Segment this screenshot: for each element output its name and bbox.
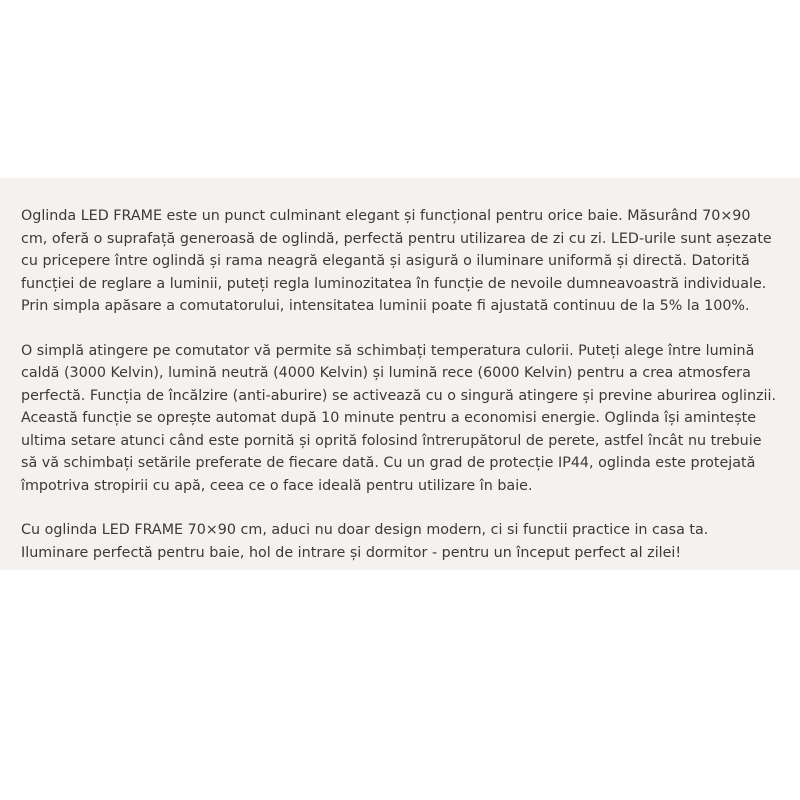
description-paragraph-1: Oglinda LED FRAME este un punct culminant elegant și funcțional pentru orice baie. Măsurând 70×90 cm, oferă o suprafață generoasă de oglindă, perfectă pentru utilizarea de zi cu zi. LED-urile sunt așezate cu pricepere între oglindă și rama neagră elegantă și asigură o iluminare uniformă și directă. Datorită funcției de reglare a luminii, puteți regla luminozitatea în funcție de nevoile dumneavoastră individuale. Prin simpla apăsare a comutatorului, intensitatea luminii poate fi ajustată continuu de la 5% la 100%. (21, 208, 772, 314)
description-paragraph-2: O simplă atingere pe comutator vă permite să schimbați temperatura culorii. Puteți alege între lumină caldă (3000 Kelvin), lumină neutră (4000 Kelvin) și lumină rece (6000 Kelvin) pentru a crea atmosfera perfectă. Funcția de încălzire (anti-aburire) se activează cu o singură atingere și previne aburirea oglinzii. Această funcție se oprește automat după 10 minute pentru a economisi energie. Oglinda își amintește ultima setare atunci când este pornită și oprită folosind întrerupătorul de perete, astfel încât nu trebuie să vă schimbați setările preferate de fiecare dată. Cu un grad de protecție IP44, oglinda este protejată împotriva stropirii cu apă, ceea ce o face ideală pentru utilizare în baie. (21, 342, 777, 494)
product-description-panel (0, 178, 800, 570)
description-paragraph-3: Cu oglinda LED FRAME 70×90 cm, aduci nu doar design modern, ci si functii practice in casa ta. Iluminare perfectă pentru baie, hol de intrare și dormitor - pentru un început perfect al zilei! (21, 522, 709, 561)
